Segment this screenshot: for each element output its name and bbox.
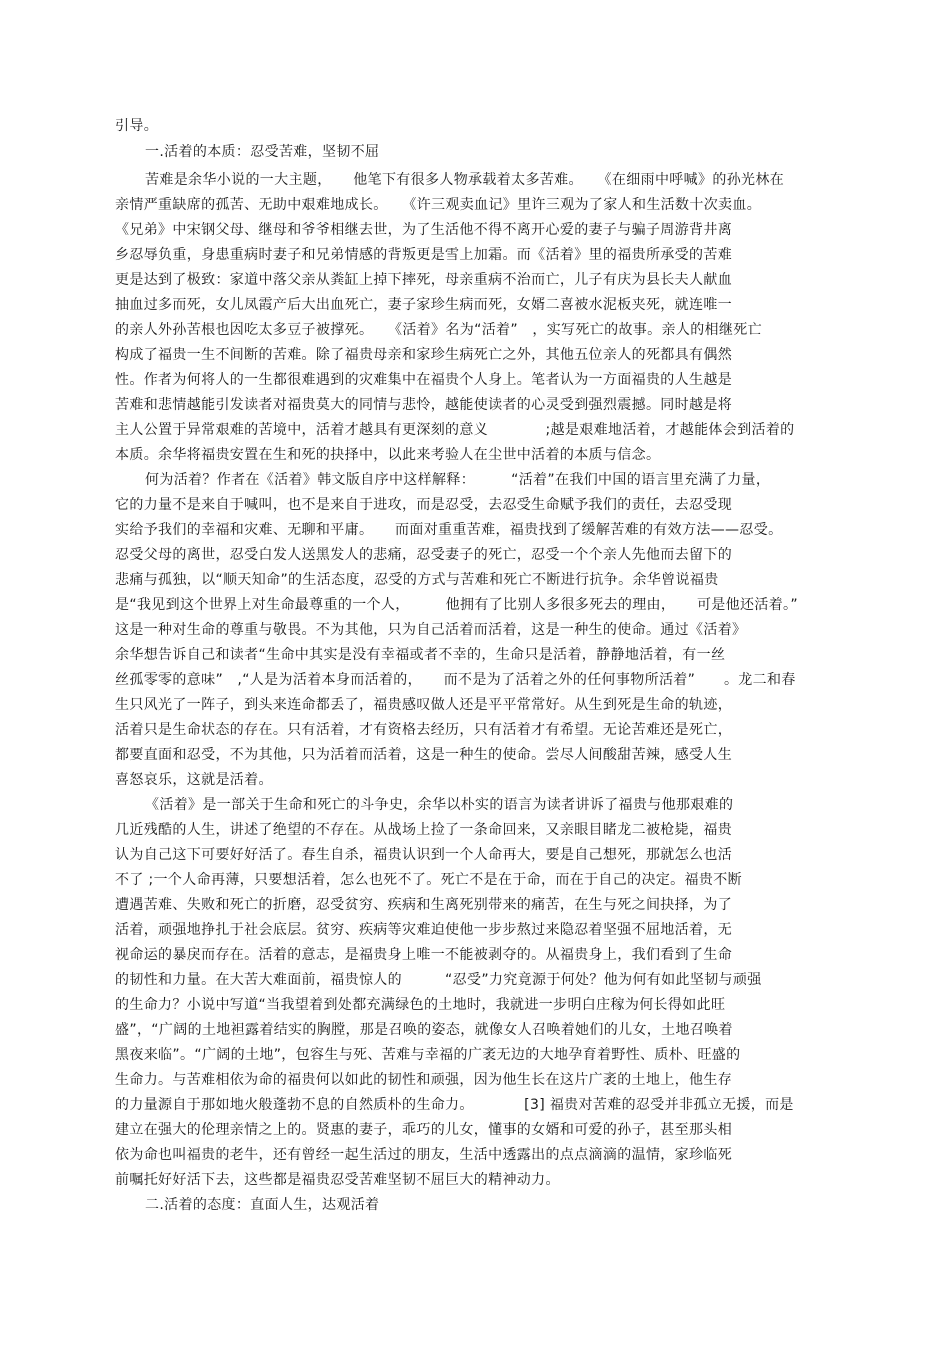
text-line: 抽血过多而死，女儿凤霞产后大出血死亡，妻子家珍生病而死，女婿二喜被水泥板夹死，就连唯一 (115, 297, 733, 313)
text-line: 不了 ;一个人命再薄，只要想活着，怎么也死不了。死亡不是在于命，而在于自己的决定。福贵不断 (115, 872, 742, 888)
text-line: 都要直面和忍受，不为其他，只为活着而活着，这是一种生的使命。尝尽人间酸甜苦辣，感受人生 (115, 747, 733, 763)
text-line: 构成了福贵一生不间断的苦难。除了福贵母亲和家珍生病死亡之外，其他五位亲人的死都具有偶然 (115, 347, 733, 363)
text-line: 本质。余华将福贵安置在生和死的抉择中，以此来考验人在尘世中活着的本质与信念。 (115, 447, 661, 463)
text-line: 前嘱托好好活下去，这些都是福贵忍受苦难坚韧不屈巨大的精神动力。 (115, 1172, 560, 1188)
text-line: 盛”，“广阔的土地袒露着结实的胸膛，那是召唤的姿态，就像女人召唤着她们的儿女，土地召唤着 (115, 1022, 733, 1038)
text-line: 依为命也叫福贵的老牛，还有曾经一起生活过的朋友，生活中透露出的点点滴滴的温情，家珍临死 (115, 1147, 733, 1163)
text-line: 忍受父母的离世，忍受白发人送黑发人的悲痛，忍受妻子的死亡，忍受一个个亲人先他而去留下的 (115, 547, 733, 563)
text-line: 更是达到了极致：家道中落父亲从粪缸上掉下摔死，母亲重病不治而亡，儿子有庆为县长夫人献血 (115, 272, 733, 288)
text-line: 活着只是生命状态的存在。只有活着，才有资格去经历，只有活着才有希望。无论苦难还是死亡， (115, 722, 733, 738)
text-line: 主人公置于异常艰难的苦境中，活着才越具有更深刻的意义 ;越是艰难地活着，才越能体会到活着的 (115, 422, 795, 438)
text-line: 苦难和悲情越能引发读者对福贵莫大的同情与悲怜，越能使读者的心灵受到强烈震撼。同时越是将 (115, 397, 733, 413)
text-line: 建立在强大的伦理亲情之上的。贤惠的妻子，乖巧的儿女，懂事的女婿和可爱的孙子，甚至那头相 (115, 1122, 733, 1138)
section-heading-2: 二.活着的态度：直面人生，达观活着 (145, 1197, 380, 1213)
text-line: 生只风光了一阵子，到头来连命都丢了，福贵感叹做人还是平平常常好。从生到死是生命的轨迹， (115, 697, 733, 713)
text-line: 亲情严重缺席的孤苦、无助中艰难地成长。 《许三观卖血记》里许三观为了家人和生活数十次卖血。 (115, 197, 762, 213)
text-line: 《兄弟》中宋钢父母、继母和爷爷相继去世，为了生活他不得不离开心爱的妻子与骗子周游背井离 (115, 222, 733, 238)
text-line: 的力量源自于那如地火般蓬勃不息的自然质朴的生命力。 [3] 福贵对苦难的忍受并非孤立无援，而是 (115, 1097, 794, 1113)
section-heading-1: 一.活着的本质：忍受苦难，坚韧不屈 (145, 144, 380, 160)
text-line: 这是一种对生命的尊重与敬畏。不为其他，只为自己活着而活着，这是一种生的使命。通过《活着》 (115, 622, 747, 638)
text-line: 几近残酷的人生，讲述了绝望的不存在。从战场上捡了一条命回来，又亲眼目睹龙二被枪毙，福贵 (115, 822, 733, 838)
text-line: 视命运的暴戾而存在。活着的意志，是福贵身上唯一不能被剥夺的。从福贵身上，我们看到了生命 (115, 947, 733, 963)
text-line: 引导。 (115, 118, 159, 134)
text-line: 黑夜来临”。“广阔的土地”，包容生与死、苦难与幸福的广袤无边的大地孕育着野性、质朴、旺盛的 (115, 1047, 741, 1063)
text-line: 何为活着？作者在《活着》韩文版自序中这样解释： “活着”在我们中国的语言里充满了力量， (145, 472, 771, 488)
text-line: 喜怒哀乐，这就是活着。 (115, 772, 273, 788)
text-line: 认为自己这下可要好好活了。春生自杀，福贵认识到一个人命再大，要是自己想死，那就怎么也活 (115, 847, 733, 863)
text-line: 生命力。与苦难相依为命的福贵何以如此的韧性和顽强，因为他生长在这片广袤的土地上，他生存 (115, 1072, 733, 1088)
text-line: 丝孤零零的意味” ,“人是为活着本身而活着的， 而不是为了活着之外的任何事物所活着” 。龙二和春 (115, 672, 796, 688)
text-line: 它的力量不是来自于喊叫，也不是来自于进攻，而是忍受，去忍受生命赋予我们的责任，去忍受现 (115, 497, 733, 513)
text-line: 《活着》是一部关于生命和死亡的斗争史，余华以朴实的语言为读者讲诉了福贵与他那艰难的 (145, 797, 734, 813)
text-line: 性。作者为何将人的一生都很难遇到的灾难集中在福贵个人身上。笔者认为一方面福贵的人生越是 (115, 372, 733, 388)
text-line: 遭遇苦难、失败和死亡的折磨，忍受贫穷、疾病和生离死别带来的痛苦，在生与死之间抉择，为了 (115, 897, 733, 913)
text-line: 实给予我们的幸福和灾难、无聊和平庸。 而面对重重苦难，福贵找到了缓解苦难的有效方法——忍受。 (115, 522, 783, 538)
text-line: 乡忍辱负重，身患重病时妻子和兄弟情感的背叛更是雪上加霜。而《活着》里的福贵所承受的苦难 (115, 247, 733, 263)
text-line: 的亲人外孙苦根也因吃太多豆子被撑死。 《活着》名为“活着” ，实写死亡的故事。亲人的相继死亡 (115, 322, 762, 338)
text-line: 悲痛与孤独，以“顺天知命”的生活态度，忍受的方式与苦难和死亡不断进行抗争。余华曾说福贵 (115, 572, 719, 588)
text-line: 余华想告诉自己和读者“生命中其实是没有幸福或者不幸的，生命只是活着，静静地活着，有一丝 (115, 647, 726, 663)
text-line: 的韧性和力量。在大苦大难面前，福贵惊人的 “忍受”力究竟源于何处？他为何有如此坚韧与顽强 (115, 972, 762, 988)
text-line: 活着，顽强地挣扎于社会底层。贫穷、疾病等灾难迫使他一步步熬过来隐忍着坚强不屈地活着，无 (115, 922, 733, 938)
text-line: 的生命力？小说中写道“当我望着到处都充满绿色的土地时，我就进一步明白庄稼为何长得如此旺 (115, 997, 726, 1013)
text-line: 是“我见到这个世界上对生命最尊重的一个人， 他拥有了比别人多很多死去的理由， 可是他还活着。” (115, 597, 799, 613)
text-line: 苦难是余华小说的一大主题， 他笔下有很多人物承载着太多苦难。 《在细雨中呼喊》的孙光林在 (145, 172, 785, 188)
